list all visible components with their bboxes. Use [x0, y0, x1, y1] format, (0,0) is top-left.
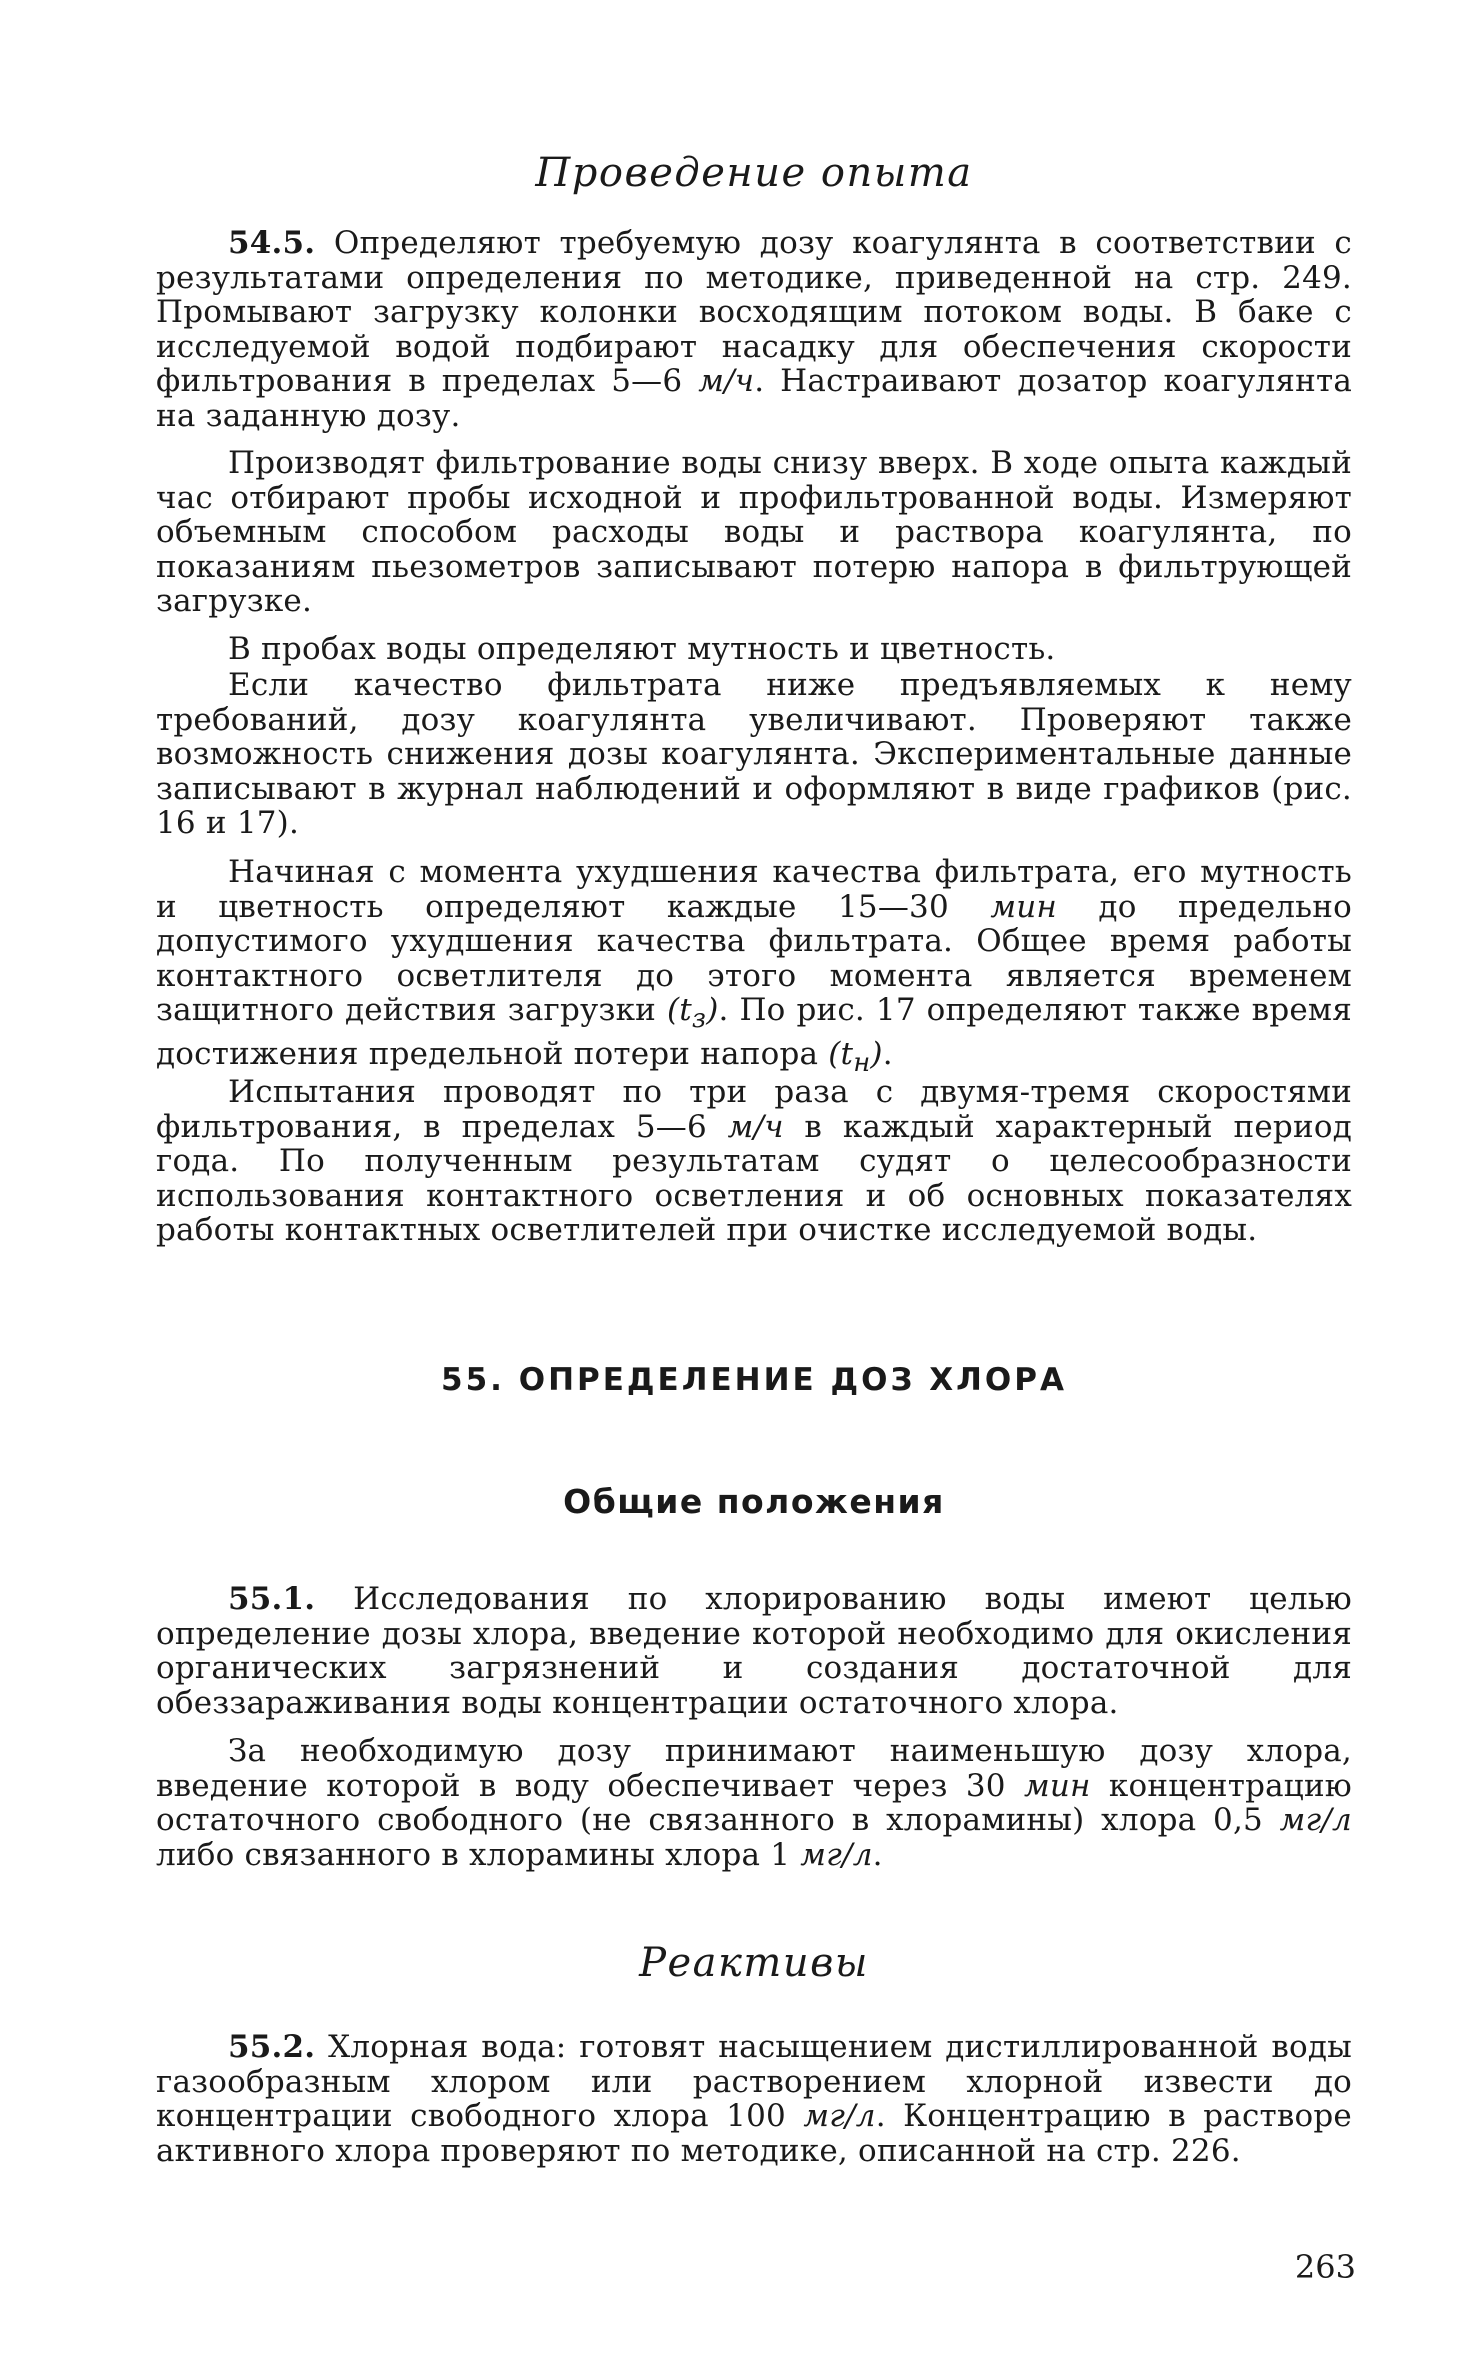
unit-text: мг/л	[800, 1836, 873, 1873]
paragraph-text: Определяют требуемую дозу коагулянта в соответствии с результатами определения по методике, приведенной на стр. 249. Промывают загрузку колонки восходящим потоком воды. В баке с исследуемой водой подбирают насадку для обеспечения скорости фильтрования в пределах 5—6	[156, 225, 1352, 399]
paragraph-text: Начиная с момента ухудшения качества фильтрата, его мутность и цветность определяют каждые 15—30	[156, 854, 1352, 925]
paragraph-filtration	[156, 446, 1352, 619]
paragraph-text: Если качество фильтрата ниже предъявляемых к нему требований, дозу коагулянта увеличивают. Проверяют также возможность снижения дозы коагулянта. Экспериментальные данные записывают в журнал наблюдений и оформляют в виде графиков (рис. 16 и 17).	[156, 667, 1352, 841]
paragraph-text: . Концентрацию в растворе активного хлора проверяют по методике, описанной на стр. 226.	[156, 2098, 1352, 2169]
unit-text: м/ч	[727, 1108, 784, 1145]
paragraph-number: 54.5.	[228, 225, 316, 261]
paragraph-text: . По рис. 17 определяют также время достижения предельной потери напора	[156, 992, 1352, 1072]
paragraph-text: .	[872, 1836, 883, 1873]
paragraph-samples	[156, 632, 1352, 667]
unit-text: мг/л	[803, 2098, 876, 2134]
paragraph-text: .	[882, 1035, 893, 1072]
paragraph-text: Хлорная вода: готовят насыщением дистиллированной воды газообразным хлором или растворением хлорной извести до концентрации свободного хлора 100	[156, 2029, 1352, 2134]
subsection-title: Общие положения	[563, 1482, 945, 1521]
page-number: 263	[1294, 2248, 1356, 2286]
heading-experiment: Проведение опыта	[535, 150, 973, 196]
paragraph-55-1	[156, 1582, 1352, 1720]
paragraph-text: Испытания проводят по три раза с двумя-тремя скоростями фильтрования, в пределах 5—6	[156, 1074, 1352, 1145]
paragraph-dose	[156, 1734, 1352, 1872]
unit-text: мин	[990, 888, 1057, 925]
paragraph-text: Исследования по хлорированию воды имеют целью определение дозы хлора, введение которой необходимо для окисления органических загрязнений и создания достаточной для обеззараживания воды концентрации остаточного хлора.	[156, 1581, 1352, 1721]
paragraph-number: 55.2.	[228, 2029, 316, 2065]
paragraph-tests	[156, 1075, 1352, 1248]
paragraph-54-5	[156, 226, 1352, 433]
paragraph-number: 55.1.	[228, 1581, 316, 1617]
paragraph-text: В пробах воды определяют мутность и цветность.	[228, 631, 1056, 667]
symbol-tn: $(t_н)$	[828, 1035, 883, 1078]
unit-text: м/ч	[698, 363, 755, 399]
paragraph-text: . Настраивают дозатор коагулянта на заданную дозу.	[156, 363, 1353, 434]
heading-reagents: Реактивы	[639, 1940, 869, 1986]
paragraph-text: концентрацию остаточного свободного (не связанного в хлорамины) хлора 0,5	[156, 1767, 1352, 1838]
paragraph-text: либо связанного в хлорамины хлора 1	[156, 1836, 801, 1873]
paragraph-text: в каждый характерный период года. По полученным результатам судят о целесообразности использования контактного осветления и об основных показателях работы контактных осветлителей при очистке исследуемой воды.	[156, 1108, 1352, 1248]
unit-text: мин	[1023, 1767, 1091, 1804]
section-title: 55. ОПРЕДЕЛЕНИЕ ДОЗ ХЛОРА	[441, 1362, 1067, 1398]
paragraph-moment	[156, 855, 1352, 1080]
paragraph-text: до предельно допустимого ухудшения качества фильтрата. Общее время работы контактного осветлителя до этого момента является временем защитного действия загрузки	[156, 888, 1352, 1028]
paragraph-55-2	[156, 2030, 1352, 2168]
paragraph-quality	[156, 668, 1352, 841]
paragraph-text: Производят фильтрование воды снизу вверх. В ходе опыта каждый час отбирают пробы исходной и профильтрованной воды. Измеряют объемным способом расходы воды и раствора коагулянта, по показаниям пьезометров записывают потерю напора в фильтрующей загрузке.	[156, 445, 1352, 619]
symbol-t3: $(t_з)$	[666, 992, 719, 1035]
paragraph-text: За необходимую дозу принимают наименьшую дозу хлора, введение которой в воду обеспечивает через 30	[156, 1733, 1352, 1804]
unit-text: мг/л	[1279, 1802, 1352, 1838]
